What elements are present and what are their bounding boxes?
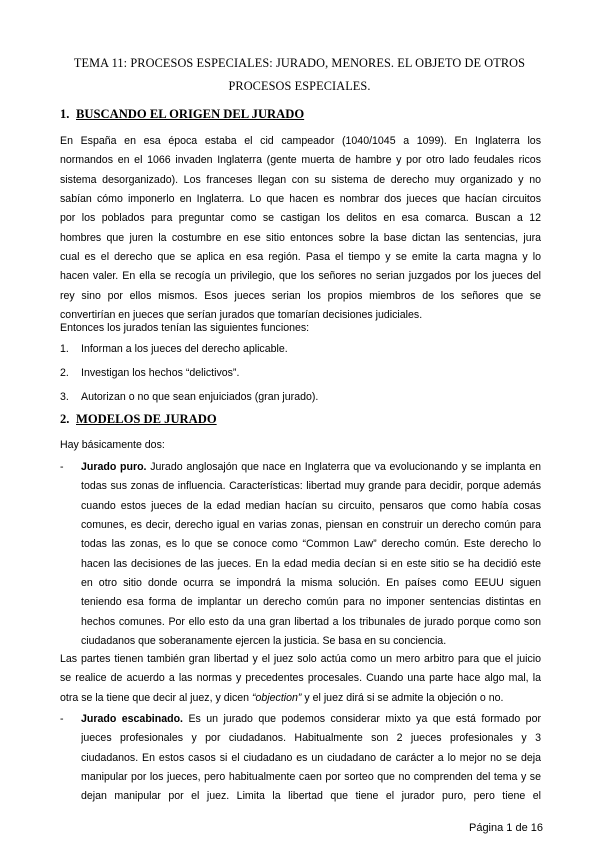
text-line: cuando estos jueces de la edad median hacían su circuito, pensaros que como había cosas <box>81 499 541 512</box>
text-line: hechos comunes. Por ello esto da una gran libertad a los tribunales de jurado porque como son <box>81 615 541 628</box>
text-line: Entonces los jurados tenían las siguientes funciones: <box>60 322 310 334</box>
text-line: teniendo esa forma de implantar un derecho común para no imponer sentencias distintas en <box>81 596 541 609</box>
page-number: Página 1 de 16 <box>468 822 543 834</box>
bullet-dash: - <box>60 713 64 725</box>
text-line: por los poblados para preguntar como se castigan los delitos en esa comarca. Buscan a 12 <box>60 212 541 225</box>
text-line: ciudadanos que soberanamente ejercen la justicia. Se basa en su conciencia. <box>81 635 447 648</box>
list-number: 3. <box>60 391 69 403</box>
list-text: Autorizan o no que sean enjuiciados (gran jurado). <box>81 391 319 403</box>
section-heading-2 <box>60 412 217 427</box>
title-line-1: TEMA 11: PROCESOS ESPECIALES: JURADO, MENORES. EL OBJETO DE OTROS <box>73 56 526 70</box>
section-number: 2. <box>60 412 70 426</box>
text-run: Jurado anglosajón que nace en Inglaterra que va evolucionando y se implanta en <box>146 461 541 473</box>
bullet-dash: - <box>60 461 64 473</box>
text-line: En España en esa época estaba el cid campeador (1040/1045 a 1099). En Inglaterra los <box>60 135 541 147</box>
list-number: 2. <box>60 367 69 379</box>
text-line: sabían cómo imponerlo en Inglaterra. Lo que hacen es nombrar dos jueces que hacían circuitos <box>60 193 541 206</box>
list-number: 1. <box>60 343 69 355</box>
text-line: Hay básicamente dos: <box>60 439 165 451</box>
title-line-2: PROCESOS ESPECIALES. <box>228 79 371 93</box>
text-run: y el juez dirá si se admite la objeción o no. <box>301 691 504 704</box>
text-line: ciudadanos. En estos casos si el ciudadano es un ciudadano de carácter a lo mejor no se deja <box>81 751 541 764</box>
text-line: sistema desorganizado). Los franceses llegan con su sistema de derecho muy organizado y no <box>60 173 541 186</box>
text-line: rey sino por ellos mismos. Esos jueces serian los propios miembros de los señores que se <box>60 289 541 302</box>
text-line: dejan manipular por el juez. Limita la libertad que tiene el jurador puro, pero tiene el <box>81 790 541 803</box>
section-title: MODELOS DE JURADO <box>76 412 217 426</box>
text-run: otra se la tiene que decir al juez, y dicen <box>60 691 252 704</box>
bullet-lead: Jurado puro. <box>81 461 147 473</box>
text-line: hombres que juren la costumbre en ese sitio entonces sobre la base dictan las sentencias, jura <box>60 231 541 244</box>
bullet-body <box>81 461 541 654</box>
paragraph-origin <box>60 132 541 325</box>
text-line: manipular por los jueces, pero habitualmente caen por sorteo que no comprenden del tema y se <box>81 771 541 784</box>
list-text: Investigan los hechos “delictivos”. <box>81 367 240 379</box>
paragraph-models-intro <box>60 436 541 455</box>
text-line: hacen las decisiones de las jueces. En la edad media decían si en este sitio se ha decidió este <box>81 557 541 570</box>
text-line <box>81 713 541 732</box>
text-line: hacen valer. En ella se recogía un privilegio, que los señores no serian juzgados por los jueces del <box>60 270 541 283</box>
text-line: todas sus zonas de influencia. Características: libertad muy grande para decidir, porque además <box>81 480 541 493</box>
paragraph-functions-intro <box>60 319 541 338</box>
section-heading-1 <box>60 107 304 122</box>
text-line: convertirían en jueces que serían jurados que tomarían decisiones judiciales. <box>60 309 423 322</box>
text-line: jueces profesionales y por ciudadanos. Habitualmente son 2 jueces profesionales y 3 <box>81 732 541 745</box>
text-line <box>81 461 541 480</box>
paragraph-partes <box>60 650 541 708</box>
text-line <box>60 689 541 708</box>
document-title <box>60 52 539 98</box>
text-line: todas las zonas, es lo que se conoce como “Common Law” derecho común. Este derecho lo <box>81 538 541 551</box>
list-text: Informan a los jueces del derecho aplicable. <box>81 343 288 355</box>
text-line: se realice de acuerdo a las normas y precedentes procesales. Cuando una parte hace algo mal, la <box>60 672 541 685</box>
section-title: BUSCANDO EL ORIGEN DEL JURADO <box>76 107 305 121</box>
bullet-body <box>81 713 541 810</box>
section-number: 1. <box>60 107 70 121</box>
text-line: comunes, es decir, derecho igual en varias zonas, piensan en construir un derecho común para <box>81 519 541 532</box>
text-line: en otro sitio donde ocurra se impondrá la misma solución. En países como EEUU siguen <box>81 577 541 590</box>
text-line: cual es el derecho que se aplica en esa región. Pasa el tiempo y se emite la carta magna y lo <box>60 251 541 264</box>
bullet-lead: Jurado escabinado. <box>81 713 183 725</box>
objection-term: “objection” <box>251 691 302 704</box>
text-run: Es un jurado que podemos considerar mixto ya que está formado por <box>183 713 541 725</box>
text-line: Las partes tienen también gran libertad y el juez solo actúa como un mero arbitro para que el juicio <box>60 653 541 665</box>
text-line: normandos en el 1066 invaden Inglaterra (gente muerta de hambre y por otro lado feudales ricos <box>60 154 541 167</box>
